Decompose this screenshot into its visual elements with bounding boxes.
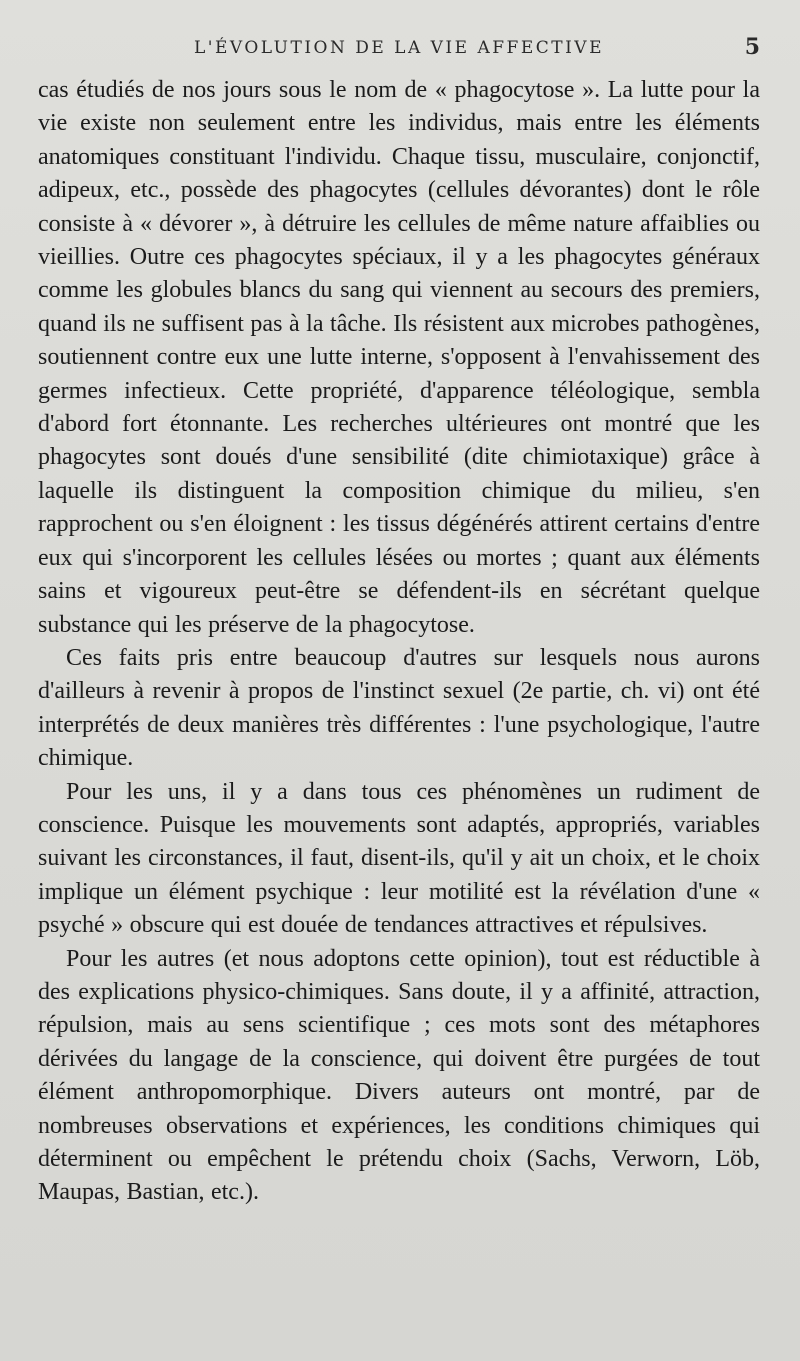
- paragraph: Pour les uns, il y a dans tous ces phénomènes un rudiment de conscience. Puisque les mouvements sont adaptés, appropriés, variables suivant les circonstances, il faut, disent-ils, qu'il y ait un choix, et le choix implique un élément psychique : leur motilité est la révélation d'une « psyché » obscure qui est douée de tendances attractives et répulsives.: [38, 778, 760, 939]
- page-number: 5: [744, 34, 760, 60]
- running-head: [38, 0, 760, 68]
- paragraph-continued: cas étudiés de nos jours sous le nom de « phagocytose ». La lutte pour la vie existe non seulement entre les individus, mais entre les éléments anatomiques constituant l'individu. Chaque tissu, musculaire, conjonctif, adipeux, etc., possède des phagocytes (cellules dévorantes) dont le rôle consiste à « dévorer », à détruire les cellules de même nature affaiblies ou vieillies. Outre ces phagocytes spéciaux, il y a les phagocytes généraux comme les globules blancs du sang qui viennent au secours des premiers, quand ils ne suffisent pas à la tâche. Ils résistent aux microbes pathogènes, soutiennent contre eux une lutte interne, s'opposent à l'envahissement des germes infectieux. Cette propriété, d'apparence téléologique, sembla d'abord fort étonnante. Les recherches ultérieures ont montré que les phagocytes sont doués d'une sensibilité (dite chimiotaxique) grâce à laquelle ils distinguent la composition chimique du milieu, s'en rapprochent ou s'en éloignent : les tissus dégénérés attirent certains d'entre eux qui s'incorporent les cellules lésées ou mortes ; quant aux éléments sains et vigoureux peut-être se défendent-ils en sécrétant quelque substance qui les préserve de la phagocytose.: [38, 77, 760, 638]
- running-title: L'ÉVOLUTION DE LA VIE AFFECTIVE: [194, 38, 604, 58]
- body-text: [38, 74, 760, 1210]
- paragraph: Pour les autres (et nous adoptons cette opinion), tout est réductible à des explications physico-chimiques. Sans doute, il y a affinité, attraction, répulsion, mais au sens scientifique ; ces mots sont des métaphores dérivées du langage de la conscience, qui doivent être purgées de tout élément anthropomorphique. Divers auteurs ont montré, par de nombreuses observations et expériences, les conditions chimiques qui déterminent ou empêchent le prétendu choix (Sachs, Verworn, Löb, Maupas, Bastian, etc.).: [38, 945, 760, 1206]
- paragraph: Ces faits pris entre beaucoup d'autres sur lesquels nous aurons d'ailleurs à revenir à propos de l'instinct sexuel (2e partie, ch. vi) ont été interprétés de deux manières très différentes : l'une psychologique, l'autre chimique.: [38, 644, 760, 772]
